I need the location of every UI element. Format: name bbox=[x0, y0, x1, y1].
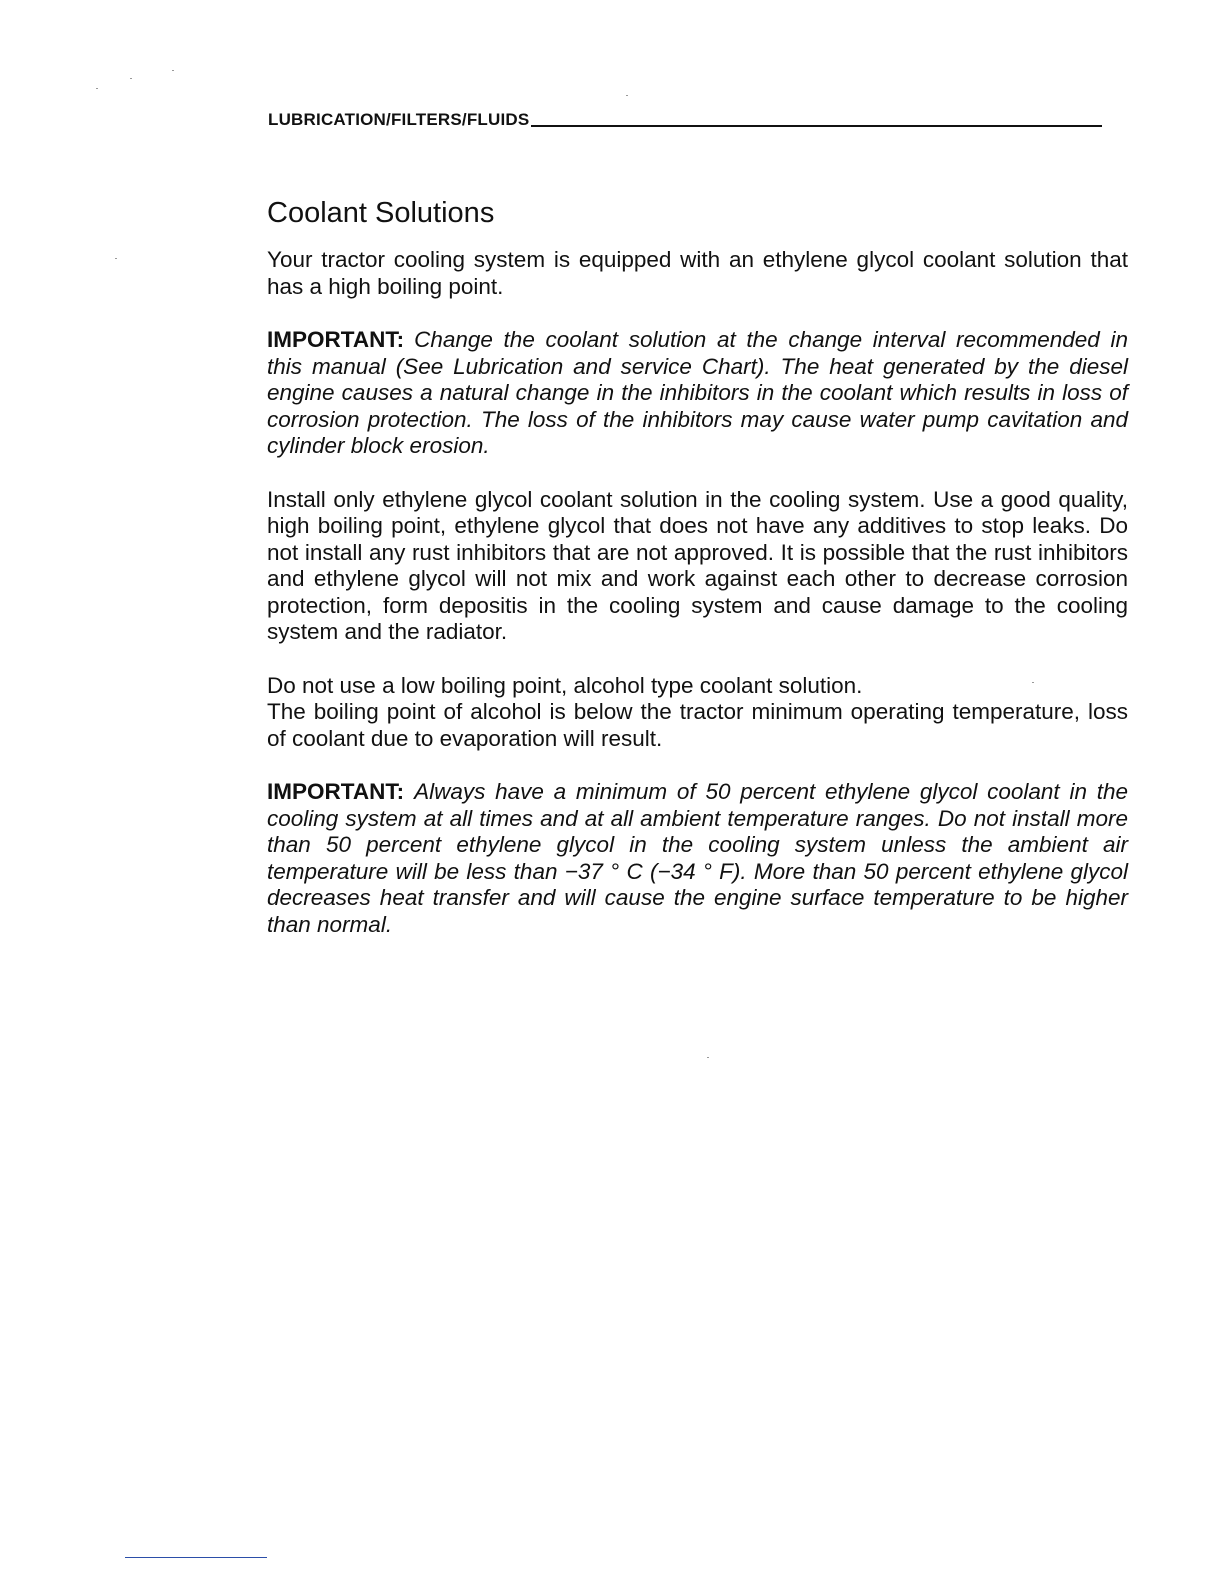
scan-speck bbox=[172, 70, 174, 71]
scan-speck bbox=[1032, 682, 1034, 683]
important-label-2: IMPORTANT: bbox=[267, 779, 405, 804]
scan-speck bbox=[130, 78, 132, 79]
important-note-1 bbox=[267, 327, 1128, 460]
section-header-label: LUBRICATION/FILTERS/FLUIDS bbox=[268, 110, 530, 129]
intro-paragraph: Your tractor cooling system is equipped with an ethylene glycol coolant solution that has a high boiling point. bbox=[267, 247, 1128, 299]
important-text-2: Always have a minimum of 50 percent ethylene glycol coolant in the cooling system at all times and at all ambient temperature ranges. Do not install more than 50 percent ethylene glycol in the cooling system unless the ambient air temperature will be less than −37 ° C (−34 ° F). More than 50 percent ethylene glycol decreases heat transfer and will cause the engine surface temperature to be higher than normal. bbox=[267, 779, 1128, 937]
install-paragraph: Install only ethylene glycol coolant solution in the cooling system. Use a good quality, high boiling point, ethylene glycol that does not have any additives to stop leaks. Do not install any rust inhibitors that are not approved. It is possible that the rust inhibitors and ethylene glycol will not mix and work against each other to decrease corrosion protection, form depositis in the cooling system and cause damage to the cooling system and the radiator. bbox=[267, 486, 1128, 644]
important-text-1: Change the coolant solution at the change interval recommended in this manual (See Lubrication and service Chart). The heat generated by the diesel engine causes a natural change in the inhibitors in the coolant which results in loss of corrosion protection. The loss of the inhibitors may cause water pump cavitation and cylinder block erosion. bbox=[267, 327, 1128, 458]
scan-speck bbox=[626, 95, 628, 96]
page-title: Coolant Solutions bbox=[267, 197, 495, 229]
alcohol-line-1: Do not use a low boiling point, alcohol type coolant solution. bbox=[267, 672, 863, 698]
important-label-1: IMPORTANT: bbox=[267, 327, 405, 352]
scan-speck bbox=[96, 88, 98, 89]
scan-speck bbox=[707, 1057, 709, 1058]
content-body bbox=[263, 193, 1128, 965]
section-header bbox=[268, 110, 1102, 130]
important-note-2 bbox=[267, 779, 1128, 938]
footer-rule bbox=[125, 1557, 267, 1558]
alcohol-line-2: The boiling point of alcohol is below the tractor minimum operating temperature, loss of coolant due to evaporation will result. bbox=[267, 699, 1128, 751]
header-rule bbox=[531, 125, 1102, 127]
scan-speck bbox=[115, 258, 117, 259]
